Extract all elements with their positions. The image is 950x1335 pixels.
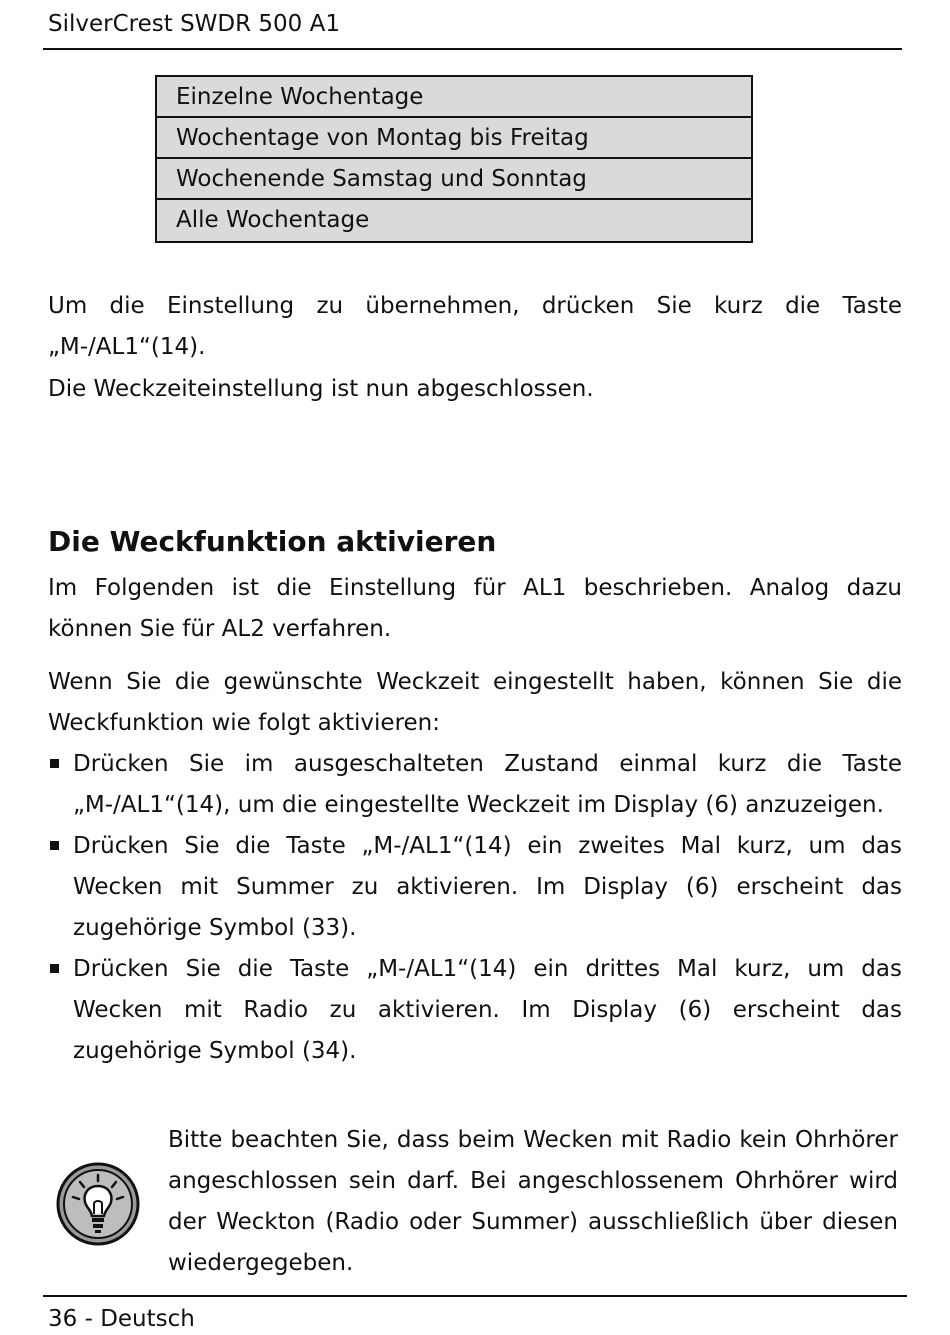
list-item [48, 744, 902, 826]
instruction-paragraph: Um die Einstellung zu übernehmen, drücken Sie kurz die Taste „M-/AL1“(14). [48, 293, 902, 360]
footer-divider [43, 1295, 907, 1297]
completion-paragraph: Die Weckzeiteinstellung ist nun abgeschlossen. [48, 376, 594, 402]
weekday-option: Wochenende Samstag und Sonntag [157, 159, 751, 200]
section-heading: Die Weckfunktion aktivieren [48, 525, 497, 558]
list-item [48, 826, 902, 949]
weekday-option: Einzelne Wochentage [157, 77, 751, 118]
activation-steps-list [48, 744, 902, 1072]
document-header-title: SilverCrest SWDR 500 A1 [48, 11, 340, 37]
weekday-option: Alle Wochentage [176, 207, 370, 233]
activation-paragraph: Wenn Sie die gewünschte Weckzeit eingestellt haben, können Sie die Weckfunktion wie folgt aktivieren: [48, 669, 902, 736]
page-footer: 36 - Deutsch [48, 1306, 195, 1332]
intro-paragraph: Im Folgenden ist die Einstellung für AL1 beschrieben. Analog dazu können Sie für AL2 verfahren. [48, 575, 902, 642]
list-item-text: Drücken Sie im ausgeschalteten Zustand einmal kurz die Taste „M-/AL1“(14), um die eingestellte Weckzeit im Display (6) anzuzeigen. [73, 751, 902, 818]
list-item-text: Drücken Sie die Taste „M-/AL1“(14) ein drittes Mal kurz, um das Wecken mit Radio zu aktivieren. Im Display (6) erscheint das zugehörige Symbol (34). [73, 956, 902, 1064]
weekday-option: Wochentage von Montag bis Freitag [157, 118, 751, 159]
list-item [48, 949, 902, 1072]
bullet-square-icon [50, 964, 59, 973]
bullet-square-icon [50, 759, 59, 768]
lightbulb-icon [56, 1162, 140, 1246]
list-item-text: Drücken Sie die Taste „M-/AL1“(14) ein zweites Mal kurz, um das Wecken mit Summer zu aktivieren. Im Display (6) erscheint das zugehörige Symbol (33). [73, 833, 902, 941]
weekday-options-table [155, 75, 753, 243]
header-divider [43, 48, 902, 50]
bullet-square-icon [50, 841, 59, 850]
note-text: Bitte beachten Sie, dass beim Wecken mit Radio kein Ohrhörer angeschlossen sein darf. Bei angeschlossenem Ohrhörer wird der Weckton (Radio oder Summer) ausschließlich über diesen wiedergegeben. [168, 1127, 898, 1276]
